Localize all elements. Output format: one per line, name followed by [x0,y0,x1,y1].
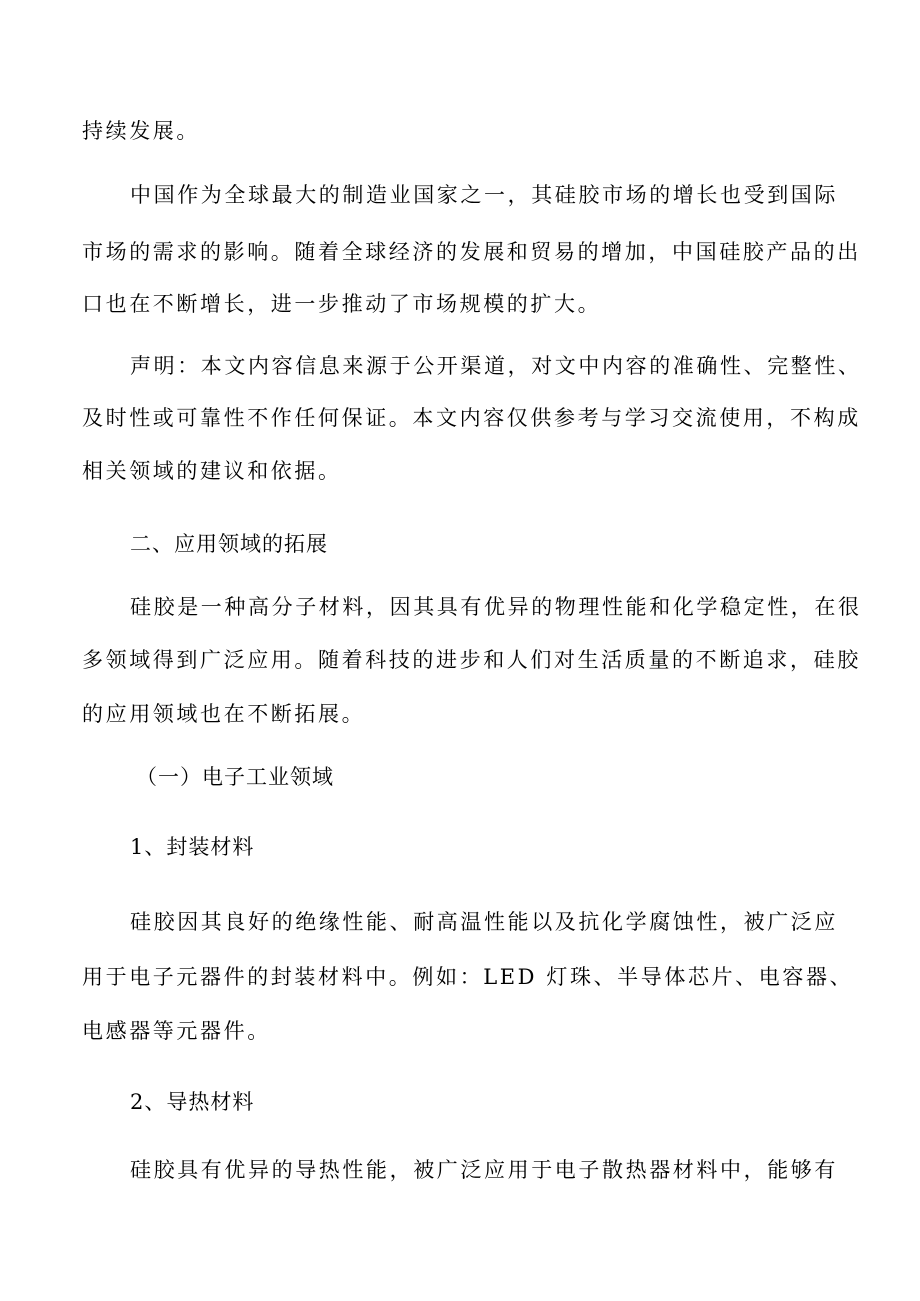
item-heading: 1、封装材料 [130,835,255,859]
paragraph-line: 多领域得到广泛应用。随着科技的进步和人们对生活质量的不断追求，硅胶 [82,648,861,672]
paragraph-line: 硅胶因其良好的绝缘性能、耐高温性能以及抗化学腐蚀性，被广泛应 [130,910,838,934]
item-heading: 2、导热材料 [130,1090,255,1114]
paragraph-line: 硅胶是一种高分子材料，因其具有优异的物理性能和化学稳定性，在很 [130,595,862,619]
disclaimer-line: 及时性或可靠性不作任何保证。本文内容仅供参考与学习交流使用，不构成 [82,406,861,430]
section-heading: 二、应用领域的拓展 [130,532,328,556]
disclaimer-line: 声明：本文内容信息来源于公开渠道，对文中内容的准确性、完整性、 [130,354,862,378]
paragraph-line: 市场的需求的影响。随着全球经济的发展和贸易的增加，中国硅胶产品的出 [82,240,861,264]
paragraph-line: 中国作为全球最大的制造业国家之一，其硅胶市场的增长也受到国际 [130,183,838,207]
disclaimer-line: 相关领域的建议和依据。 [82,459,342,483]
paragraph-line: 用于电子元器件的封装材料中。例如：LED 灯珠、半导体芯片、电容器、 [82,965,854,989]
subsection-heading: （一）电子工业领域 [136,765,334,789]
paragraph-line: 电感器等元器件。 [82,1019,271,1043]
paragraph-line: 硅胶具有优异的导热性能，被广泛应用于电子散热器材料中，能够有 [130,1158,838,1182]
paragraph-line: 持续发展。 [82,119,200,143]
paragraph-line: 的应用领域也在不断拓展。 [82,702,366,726]
paragraph-line: 口也在不断增长，进一步推动了市场规模的扩大。 [82,292,602,316]
